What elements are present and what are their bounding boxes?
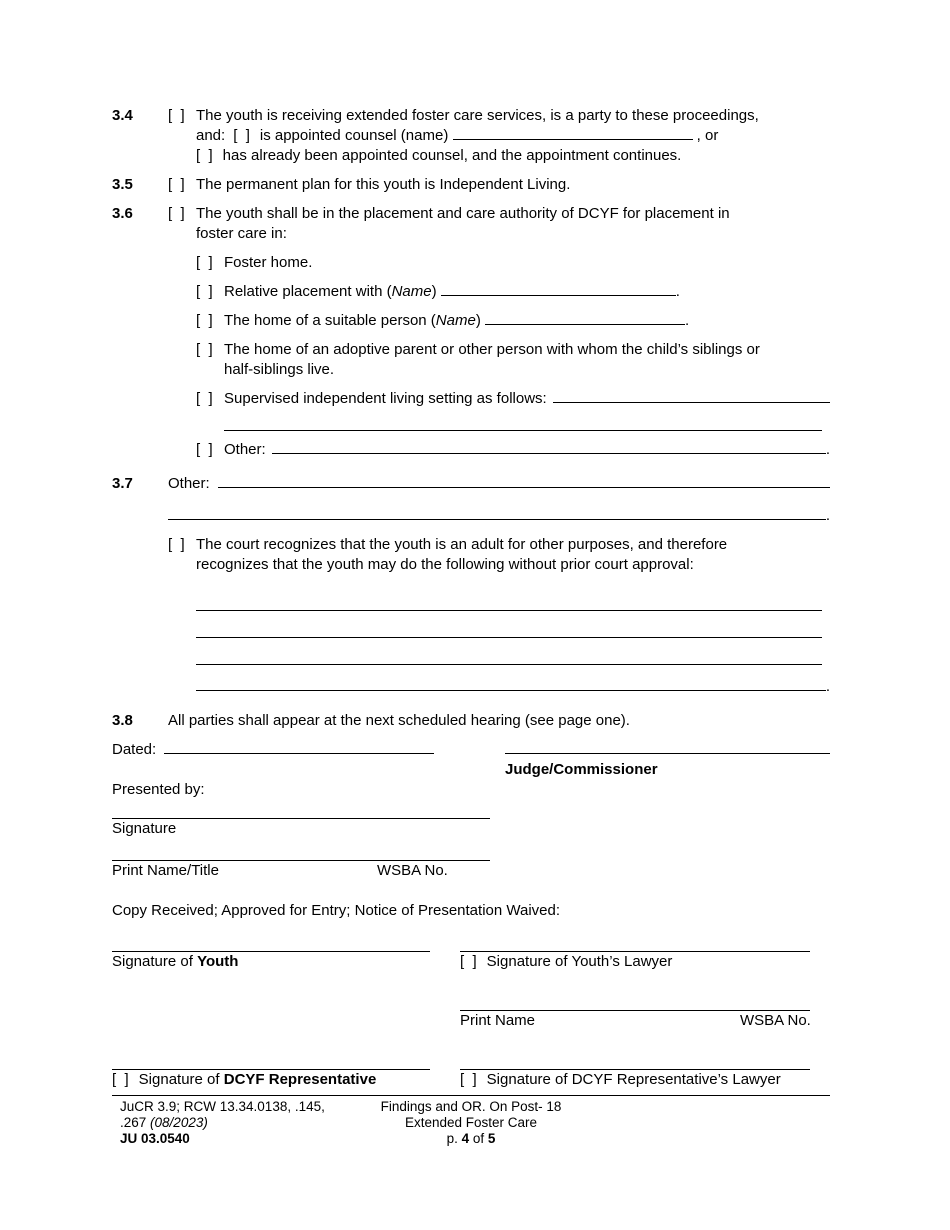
page-prefix: p. <box>446 1131 458 1146</box>
print-name-title-label: Print Name/Title <box>112 862 219 879</box>
presenter-signature-blank[interactable] <box>112 800 490 819</box>
section-number-3-6: 3.6 <box>112 205 133 222</box>
signature-col-dcyf-lawyer <box>460 1039 830 1090</box>
suitable-person-text: The home of a suitable person ( <box>224 312 436 329</box>
lawyer-print-name-row <box>460 1011 830 1031</box>
judge-signature-blank[interactable] <box>505 740 830 754</box>
paren-close: ) <box>431 283 437 300</box>
s34-line2 <box>196 126 830 146</box>
section-number-3-8: 3.8 <box>112 712 133 729</box>
section-number-3-4: 3.4 <box>112 107 133 124</box>
judge-row <box>112 760 830 780</box>
sub-item-relative-placement <box>196 282 830 302</box>
period: . <box>675 283 680 300</box>
court-recognizes-item <box>112 535 830 575</box>
other-placement-label: Other: <box>224 441 266 458</box>
youth-lawyer-label: Signature of Youth’s Lawyer <box>486 953 673 970</box>
dated-row <box>112 740 830 760</box>
s36-intro-line2: foster care in: <box>196 225 287 242</box>
court-recognizes-body <box>196 535 830 575</box>
checkbox-court-recognizes-adult[interactable]: [ ] <box>168 536 185 553</box>
checkbox-dcyf-lawyer-signature[interactable]: [ ] <box>460 1071 477 1088</box>
name-italic: Name <box>435 312 476 329</box>
s34-or-label: , or <box>696 127 719 144</box>
period: . <box>825 507 830 524</box>
sub-item-supervised-living <box>196 389 830 431</box>
section-3-5 <box>112 175 830 195</box>
footer-title-2: Extended Foster Care <box>404 1115 538 1130</box>
footer-right-spacer <box>568 1099 830 1147</box>
signature-of-label: Signature of <box>138 1071 220 1088</box>
signature-col-youth <box>112 921 460 972</box>
dated-label: Dated: <box>112 741 157 758</box>
footer-citation-block <box>112 1099 374 1147</box>
footer-revision-date: (08/2023) <box>150 1115 208 1130</box>
signature-row-1 <box>112 921 830 972</box>
checkbox-placement-authority[interactable]: [ ] <box>168 205 185 222</box>
s34-already-text: has already been appointed counsel, and the appointment continues. <box>222 147 682 164</box>
relative-name-blank[interactable] <box>441 282 676 296</box>
dcyf-lawyer-signature-label <box>460 1070 830 1090</box>
section-3-7 <box>112 474 830 526</box>
section-3-7-body <box>168 474 830 526</box>
other-placement-blank[interactable] <box>272 440 826 454</box>
section-3-4-body <box>196 106 830 166</box>
sub-item-foster-home <box>196 253 830 273</box>
dcyf-lawyer-label: Signature of DCYF Representative’s Lawyer <box>486 1071 781 1088</box>
suitable-person-name-blank[interactable] <box>485 311 685 325</box>
judge-commissioner-label: Judge/Commissioner <box>505 761 658 778</box>
section-number-3-7: 3.7 <box>112 475 133 492</box>
footer-citation-2-text: .267 <box>120 1115 147 1130</box>
signature-label: Signature <box>112 820 177 837</box>
lawyer-print-name-blank[interactable] <box>460 980 810 1011</box>
section-3-4 <box>112 106 830 166</box>
period: . <box>684 312 690 329</box>
footer-citation-2 <box>120 1115 374 1131</box>
signature-col-dcyf <box>112 1039 460 1090</box>
s37-other-blank-2[interactable] <box>168 494 826 520</box>
court-approval-blank-1[interactable] <box>196 584 822 611</box>
court-approval-blank-2[interactable] <box>196 611 822 638</box>
court-approval-blank-3[interactable] <box>196 638 822 665</box>
s36-intro-line1: The youth shall be in the placement and care authority of DCYF for placement in <box>196 205 730 222</box>
section-3-5-body <box>196 175 830 195</box>
relative-placement-line <box>224 282 830 302</box>
period: . <box>825 441 830 458</box>
relative-placement-text: Relative placement with ( <box>224 283 392 300</box>
checkbox-foster-home[interactable]: [ ] <box>196 254 213 271</box>
s34-appointed-text: is appointed counsel (name) <box>259 127 449 144</box>
checkbox-suitable-person[interactable]: [ ] <box>196 312 213 329</box>
s34-and-label: and: <box>196 127 226 144</box>
supervised-setting-blank-2[interactable] <box>224 409 822 431</box>
copy-received-label: Copy Received; Approved for Entry; Notice of Presentation Waived: <box>112 902 561 919</box>
checkbox-other-placement[interactable]: [ ] <box>196 441 213 458</box>
dcyf-lawyer-signature-blank[interactable] <box>460 1039 810 1070</box>
sub-item-adoptive-parent <box>196 340 830 380</box>
adoptive-parent-line2: half-siblings live. <box>224 361 335 378</box>
signature-col-lawyer-print-name <box>460 980 830 1031</box>
period: . <box>825 678 830 695</box>
s37-other-line1 <box>168 474 830 494</box>
s37-other-blank-1[interactable] <box>218 474 830 488</box>
court-recognizes-line2: recognizes that the youth may do the following without prior court approval: <box>196 556 694 573</box>
footer-page-number <box>374 1131 568 1147</box>
adoptive-parent-body <box>224 340 830 380</box>
supervised-living-body <box>224 389 830 431</box>
dated-blank[interactable] <box>164 740 434 754</box>
footer-title-block <box>374 1099 568 1147</box>
page-total: 5 <box>487 1131 496 1146</box>
sub-item-other-placement <box>196 440 830 460</box>
checkbox-dcyf-signature[interactable]: [ ] <box>112 1071 129 1088</box>
court-recognizes-line1: The court recognizes that the youth is an adult for other purposes, and therefore <box>196 536 728 553</box>
section-3-6 <box>112 204 830 244</box>
foster-home-text: Foster home. <box>224 254 313 271</box>
youth-signature-label <box>112 952 460 972</box>
adoptive-parent-line1: The home of an adoptive parent or other person with whom the child’s siblings or <box>224 341 760 358</box>
s35-text: The permanent plan for this youth is Independent Living. <box>196 176 571 193</box>
supervised-setting-blank[interactable] <box>553 389 830 403</box>
youth-lawyer-signature-label <box>460 952 830 972</box>
checkbox-already-appointed-counsel[interactable]: [ ] <box>196 147 213 164</box>
dcyf-representative-label: DCYF Representative <box>223 1071 377 1088</box>
wsba-label: WSBA No. <box>377 862 448 879</box>
court-approval-line-4 <box>196 665 830 697</box>
section-3-6-body <box>196 204 830 244</box>
paren-close: ) <box>475 312 481 329</box>
checkbox-relative-placement[interactable]: [ ] <box>196 283 213 300</box>
wsba-label-2: WSBA No. <box>740 1012 811 1029</box>
footer-title-1: Findings and OR. On Post- 18 <box>380 1099 562 1114</box>
signature-col-youth-lawyer <box>460 921 830 972</box>
s38-text: All parties shall appear at the next scheduled hearing (see page one). <box>168 712 630 729</box>
section-number-3-5: 3.5 <box>112 176 133 193</box>
page-of: of <box>472 1131 485 1146</box>
court-approval-blank-4[interactable] <box>196 665 826 691</box>
s37-other-line2 <box>168 494 830 526</box>
signature-row-3 <box>112 1039 830 1090</box>
dcyf-signature-label <box>112 1070 460 1090</box>
signature-of-label: Signature of <box>112 953 193 970</box>
checkbox-is-appointed-counsel[interactable]: [ ] <box>233 127 250 144</box>
page-current: 4 <box>461 1131 470 1146</box>
footer-form-number: JU 03.0540 <box>120 1131 190 1146</box>
checkbox-adoptive-parent[interactable]: [ ] <box>196 341 213 358</box>
youth-lawyer-signature-blank[interactable] <box>460 921 810 952</box>
checkbox-supervised-living[interactable]: [ ] <box>196 390 213 407</box>
presented-by-label: Presented by: <box>112 781 205 798</box>
footer-citation-1: JuCR 3.9; RCW 13.34.0138, .145, <box>120 1099 325 1114</box>
page-footer <box>112 1095 830 1147</box>
presenter-name-blank[interactable] <box>112 839 490 861</box>
youth-label: Youth <box>197 953 239 970</box>
checkbox-extended-foster-care[interactable]: [ ] <box>168 107 185 124</box>
youth-signature-blank[interactable] <box>112 921 430 952</box>
dcyf-signature-blank[interactable] <box>112 1039 430 1070</box>
s37-other-label: Other: <box>168 475 210 492</box>
section-3-8 <box>112 711 830 731</box>
other-placement-line <box>224 440 830 460</box>
supervised-living-text: Supervised independent living setting as follows: <box>224 390 547 407</box>
supervised-living-line1 <box>224 389 830 409</box>
s34-line1: The youth is receiving extended foster care services, is a party to these proceedings, <box>196 107 759 124</box>
checkbox-youth-lawyer-signature[interactable]: [ ] <box>460 953 477 970</box>
signature-row-2 <box>112 980 830 1031</box>
sub-item-suitable-person <box>196 311 830 331</box>
print-name-title-row <box>112 861 830 881</box>
checkbox-permanent-plan[interactable]: [ ] <box>168 176 185 193</box>
suitable-person-line <box>224 311 830 331</box>
print-name-label: Print Name <box>460 1012 536 1029</box>
counsel-name-blank[interactable] <box>453 126 693 140</box>
name-italic: Name <box>391 283 432 300</box>
s34-line3 <box>196 146 830 166</box>
